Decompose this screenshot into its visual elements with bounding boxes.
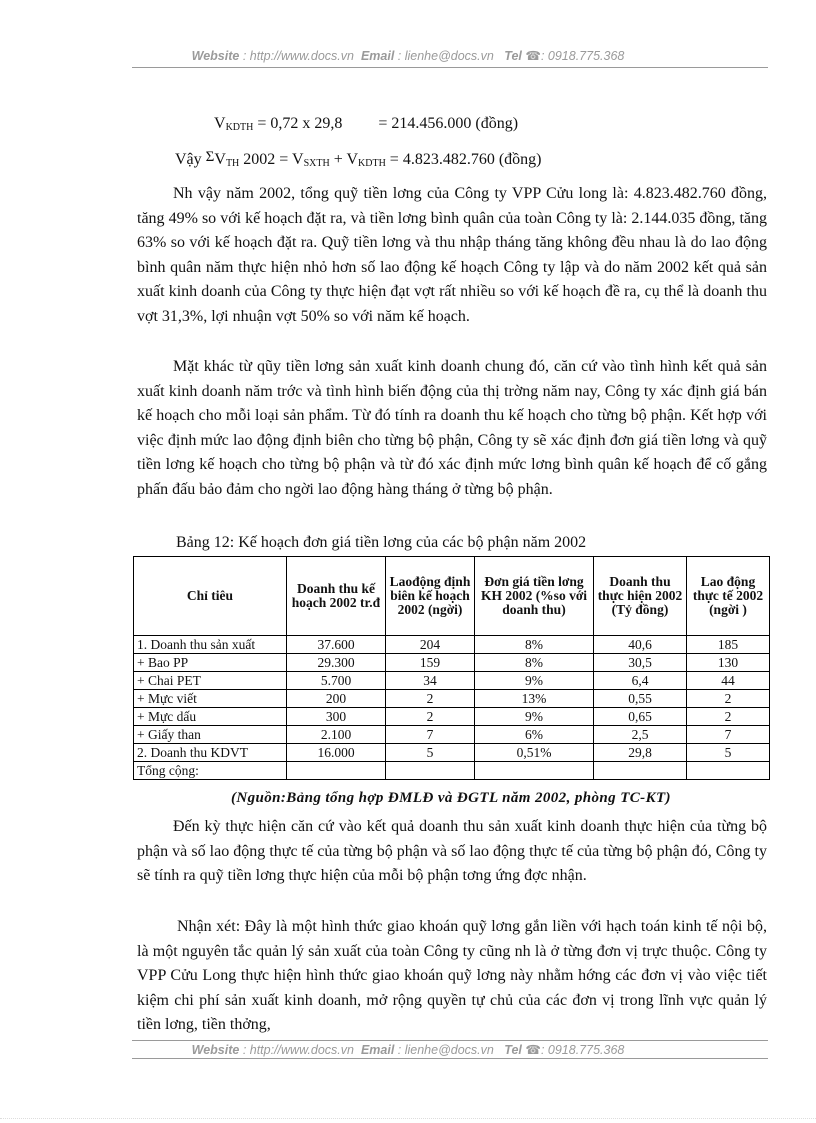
table-cell: 8% <box>475 636 594 654</box>
table-cell: 29.300 <box>287 654 386 672</box>
website-label: Website <box>191 1043 240 1057</box>
table-cell: 7 <box>687 726 770 744</box>
table-row <box>134 636 770 654</box>
table-cell: 6,4 <box>594 672 687 690</box>
table-cell: 8% <box>475 654 594 672</box>
table-cell: 2 <box>687 708 770 726</box>
table-cell: 44 <box>687 672 770 690</box>
table-cell: 13% <box>475 690 594 708</box>
tel-label: Tel <box>504 49 522 63</box>
table-row <box>134 654 770 672</box>
table-cell: 2 <box>386 708 475 726</box>
paragraph-1: Nh vậy năm 2002, tổng quỹ tiền lơng của Công ty VPP Cửu long là: 4.823.482.760 đồng, tăng 49% so với kế hoạch đặt ra, và tiền lơng bình quân của toàn Công ty là: 2.144.035 đồng, tăng 63% so với kế hoạch đặt ra. Quỹ tiền lơng và thu nhập tháng tăng không đều nhau là do lao động bình quân năm thực hiện nhỏ hơn số lao động kế hoạch Công ty lập và do năm 2002 kết quả sản xuất kinh doanh của Công ty thực hiện đạt vợt rất nhiều so với kế hoạch đề ra, cụ thể là doanh thu vợt 31,3%, lợi nhuận vợt 50% so với năm kế hoạch. <box>137 185 767 325</box>
website-label: Website <box>191 49 240 63</box>
table-cell: 5 <box>386 744 475 762</box>
table-cell <box>475 762 594 780</box>
column-header: Đơn giá tiền lơng KH 2002 (%so với doanh thu) <box>475 557 594 636</box>
paragraph-3: Đến kỳ thực hiện căn cứ vào kết quả doanh thu sản xuất kinh doanh thực hiện của từng bộ phận và số lao động thực tế của từng bộ phận và số lao động thực tế của từng bộ phận đó, Công ty sẽ tính ra quỹ tiền lơng thực hiện của mỗi bộ phận tơng ứng đợc nhận. <box>137 818 767 884</box>
footer-divider <box>132 1058 768 1059</box>
email-label: Email <box>360 49 395 63</box>
table-cell: 159 <box>386 654 475 672</box>
email-address[interactable]: : lienhe@docs.vn <box>397 49 494 63</box>
email-address[interactable]: : lienhe@docs.vn <box>397 1043 494 1057</box>
table-cell: 2 <box>687 690 770 708</box>
table-cell: 6% <box>475 726 594 744</box>
tel-number: : 0918.775.368 <box>540 49 625 63</box>
table-cell: 7 <box>386 726 475 744</box>
table-header-row <box>134 557 770 636</box>
table-cell: 0,51% <box>475 744 594 762</box>
table-cell <box>386 762 475 780</box>
table-cell: 1. Doanh thu sản xuất <box>134 636 287 654</box>
sigma-symbol: Σ <box>205 149 215 165</box>
table-row <box>134 762 770 780</box>
table-cell: 300 <box>287 708 386 726</box>
paragraph-2: Mặt khác từ qũy tiền lơng sản xuất kinh doanh chung đó, căn cứ vào tình hình kết quả sản xuất kinh doanh năm trớc và tình hình biến động của thị trờng năm nay, Công ty xác định giá bán kế hoạch cho mỗi loại sản phẩm. Từ đó tính ra doanh thu kế hoạch cho từng bộ phận. Kết hợp với việc định mức lao động định biên cho từng bộ phận, Công ty sẽ xác định đơn giá tiền lơng và quỹ tiền lơng kế hoạch cho từng bộ phận và từ đó xác định mức lơng bình quân kế hoạch để cố gắng phấn đấu bảo đảm cho ngời lao động hàng tháng ở từng bộ phận. <box>137 358 767 498</box>
table-cell: 29,8 <box>594 744 687 762</box>
page-bottom-edge <box>0 1118 816 1119</box>
table-cell: + Bao PP <box>134 654 287 672</box>
table-cell: Tổng cộng: <box>134 762 287 780</box>
website-url[interactable]: : http://www.docs.vn <box>242 1043 354 1057</box>
table-cell: + Mực viết <box>134 690 287 708</box>
table-cell: 37.600 <box>287 636 386 654</box>
table-row <box>134 726 770 744</box>
table-cell: 9% <box>475 672 594 690</box>
table-cell: + Giấy than <box>134 726 287 744</box>
table-cell: 16.000 <box>287 744 386 762</box>
column-header: Lao động thực tế 2002 (ngời ) <box>687 557 770 636</box>
table-cell: + Chai PET <box>134 672 287 690</box>
formula-total: Vậy $\Sigma V_{TH}$ $2002 = V_{SXTH} + V_{KDTH} = 4.823.482.760$ (đồng) <box>175 149 542 169</box>
tel-label: Tel <box>504 1043 522 1057</box>
table-cell: 204 <box>386 636 475 654</box>
column-header: Chỉ tiêu <box>134 557 287 636</box>
table-cell: + Mực dấu <box>134 708 287 726</box>
phone-icon: ☎ <box>525 49 541 63</box>
table-cell: 2. Doanh thu KDVT <box>134 744 287 762</box>
tel-number: : 0918.775.368 <box>540 1043 625 1057</box>
table-row <box>134 708 770 726</box>
footer-divider-top <box>132 1040 768 1041</box>
phone-icon: ☎ <box>525 1043 541 1057</box>
website-url[interactable]: : http://www.docs.vn <box>242 49 354 63</box>
email-label: Email <box>360 1043 395 1057</box>
table-cell: 30,5 <box>594 654 687 672</box>
table-cell: 0,65 <box>594 708 687 726</box>
table-cell: 200 <box>287 690 386 708</box>
column-header: Laođộng định biên kế hoạch 2002 (ngời) <box>386 557 475 636</box>
table-cell: 2.100 <box>287 726 386 744</box>
table-row <box>134 672 770 690</box>
table-cell: 40,6 <box>594 636 687 654</box>
table-cell <box>687 762 770 780</box>
table-cell: 5 <box>687 744 770 762</box>
table-cell: 5.700 <box>287 672 386 690</box>
column-header: Doanh thu kế hoạch 2002 tr.đ <box>287 557 386 636</box>
formula-vkdth: $V_{KDTH} = 0,72$ x 29,8 = 214.456.000 (đồng) <box>214 115 519 133</box>
table-cell <box>287 762 386 780</box>
plan-table <box>133 556 770 780</box>
header-divider <box>132 67 768 68</box>
table-source: (Nguồn:Bảng tổng hợp ĐMLĐ và ĐGTL năm 2002, phòng TC-KT) <box>231 790 671 806</box>
column-header: Doanh thu thực hiện 2002 (Tỷ đồng) <box>594 557 687 636</box>
table-cell <box>594 762 687 780</box>
table-cell: 2 <box>386 690 475 708</box>
table-cell: 0,55 <box>594 690 687 708</box>
table-cell: 9% <box>475 708 594 726</box>
page-footer <box>0 1042 816 1057</box>
table-cell: 2,5 <box>594 726 687 744</box>
table-cell: 130 <box>687 654 770 672</box>
table-row <box>134 744 770 762</box>
paragraph-4: Nhận xét: Đây là một hình thức giao khoán quỹ lơng gắn liền với hạch toán kinh tế nội bộ, là một nguyên tắc quản lý sản xuất của toàn Công ty cũng nh là ở từng đơn vị trực thuộc. Công ty VPP Cửu Long thực hiện hình thức giao khoán quỹ lơng này nhằm hớng các đơn vị vào việc tiết kiệm chi phí sản xuất kinh doanh, mở rộng quyền tự chủ của các đơn vị trong lĩnh vực quản lý tiền lơng, tiền thởng, <box>137 918 767 1033</box>
table-cell: 34 <box>386 672 475 690</box>
table-cell: 185 <box>687 636 770 654</box>
table-row <box>134 690 770 708</box>
page-header <box>0 48 816 63</box>
table-caption: Bảng 12: Kế hoạch đơn giá tiền lơng của các bộ phận năm 2002 <box>176 534 587 551</box>
